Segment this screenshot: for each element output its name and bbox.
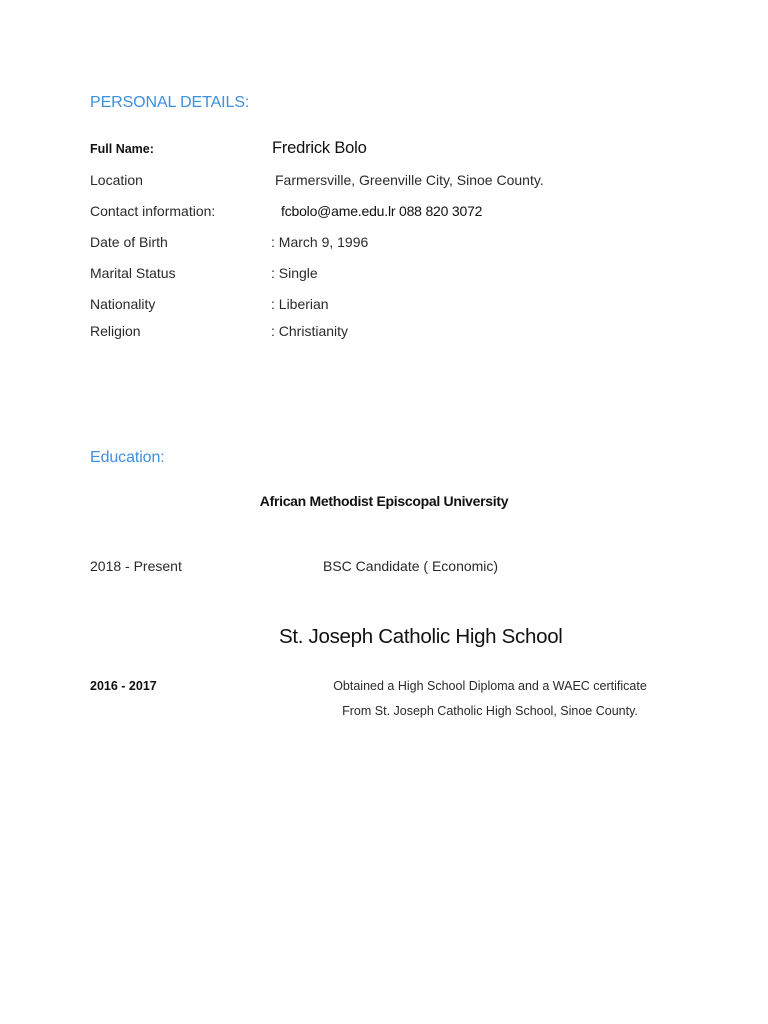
dob-value: : March 9, 1996 xyxy=(271,234,369,250)
dob-label: Date of Birth xyxy=(90,234,168,250)
high-school-period: 2016 - 2017 xyxy=(90,679,157,693)
university-degree: BSC Candidate ( Economic) xyxy=(323,558,499,574)
full-name-label: Full Name: xyxy=(90,142,154,156)
university-name: African Methodist Episcopal University xyxy=(259,493,509,509)
location-value: Farmersville, Greenville City, Sinoe County. xyxy=(275,172,544,188)
high-school-name: St. Joseph Catholic High School xyxy=(279,625,563,648)
location-label: Location xyxy=(90,172,143,188)
religion-label: Religion xyxy=(90,323,141,339)
contact-value: fcbolo@ame.edu.lr 088 820 3072 xyxy=(281,203,483,219)
nationality-label: Nationality xyxy=(90,296,156,312)
marital-status-label: Marital Status xyxy=(90,265,176,281)
education-heading: Education: xyxy=(90,449,165,466)
university-period: 2018 - Present xyxy=(90,558,182,574)
personal-details-heading: PERSONAL DETAILS: xyxy=(90,94,250,111)
nationality-value: : Liberian xyxy=(271,296,329,312)
high-school-detail-line1: Obtained a High School Diploma and a WAEC certificate xyxy=(333,679,647,693)
full-name-value: Fredrick Bolo xyxy=(272,139,367,157)
religion-value: : Christianity xyxy=(271,323,349,339)
marital-status-value: : Single xyxy=(271,265,318,281)
contact-label: Contact information: xyxy=(90,203,216,219)
high-school-detail-line2: From St. Joseph Catholic High School, Sinoe County. xyxy=(342,704,638,718)
